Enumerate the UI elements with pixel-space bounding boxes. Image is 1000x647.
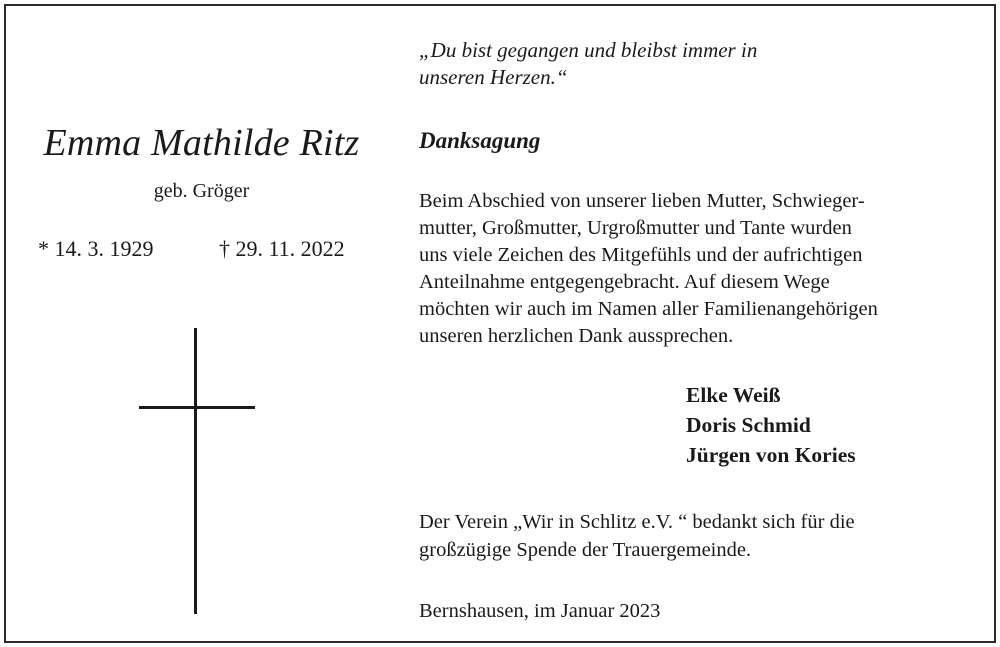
- message-line: möchten wir auch im Namen aller Familienangehörigen: [419, 298, 878, 320]
- memorial-quote: [419, 37, 859, 91]
- signers-list: [686, 380, 856, 470]
- quote-line: „Du bist gegangen und bleibst immer in: [419, 38, 758, 62]
- signer-name: Elke Weiß: [686, 383, 781, 407]
- heading-danksagung: Danksagung: [419, 128, 541, 153]
- club-note-line: Der Verein „Wir in Schlitz e.V. “ bedankt sich für die: [419, 511, 855, 533]
- cross-vertical-bar: [194, 328, 197, 614]
- death-date: † 29. 11. 2022: [219, 236, 345, 261]
- club-note: [419, 508, 979, 564]
- signer-name: Jürgen von Kories: [686, 443, 856, 467]
- quote-line: unseren Herzen.“: [419, 65, 568, 89]
- club-note-line: großzügige Spende der Trauergemeinde.: [419, 539, 752, 561]
- maiden-name: geb. Gröger: [153, 180, 250, 202]
- message-line: Anteilnahme entgegengebracht. Auf diesem Wege: [419, 271, 830, 293]
- obituary-frame: [4, 4, 996, 643]
- message-line: uns viele Zeichen des Mitgefühls und der aufrichtigen: [419, 244, 863, 266]
- message-line: Beim Abschied von unserer lieben Mutter, Schwieger-: [419, 190, 865, 212]
- message-line: unseren herzlichen Dank aussprechen.: [419, 325, 734, 347]
- birth-date: * 14. 3. 1929: [38, 236, 154, 261]
- cross-horizontal-bar: [139, 406, 255, 409]
- thank-you-message: [419, 188, 972, 350]
- place-and-date: Bernshausen, im Januar 2023: [419, 600, 661, 622]
- signer-name: Doris Schmid: [686, 413, 811, 437]
- deceased-name: Emma Mathilde Ritz: [43, 122, 360, 164]
- message-line: mutter, Großmutter, Urgroßmutter und Tante wurden: [419, 217, 852, 239]
